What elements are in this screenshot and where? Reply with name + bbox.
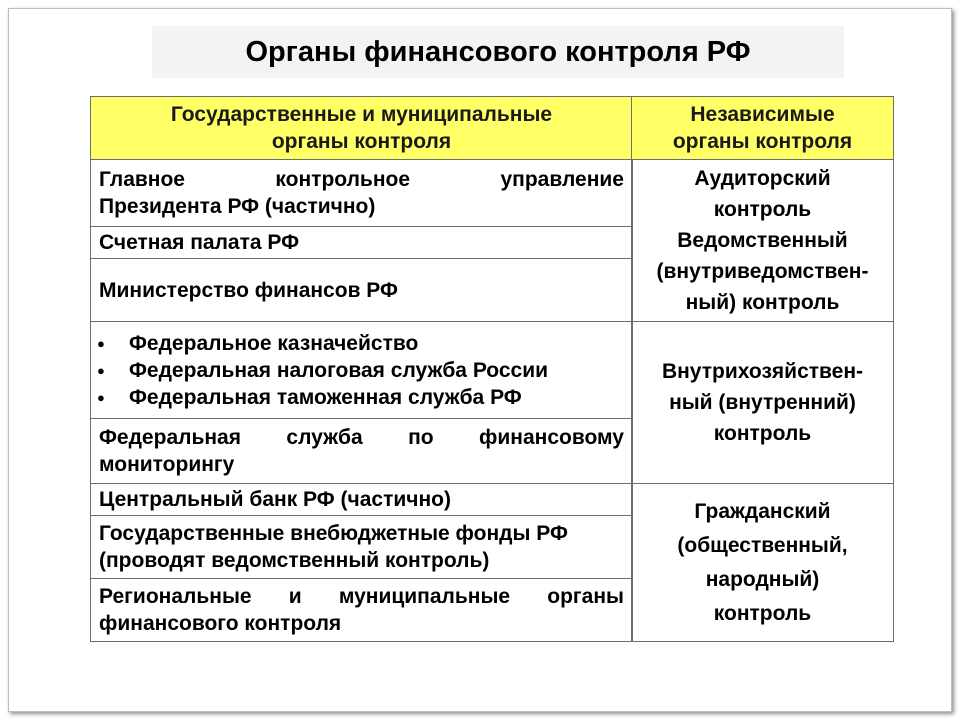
word: и [288,585,302,608]
row-regional-municipal [90,578,633,642]
line: ный (внутренний) [669,391,856,414]
line: (внутриведомствен- [656,260,869,283]
header-line: Государственные и муниципальные [170,103,553,126]
word: финансовому [479,426,624,449]
justified-line [99,166,624,193]
word: органы [547,585,624,608]
header-line: органы контроля [271,130,452,153]
word: служба [286,426,363,449]
line: (общественный, [677,533,848,557]
line: (проводят ведомственный контроль) [99,549,490,572]
line: контроль [713,198,812,221]
word: управление [500,168,624,191]
header-line: Независимые [690,103,835,126]
word: Федеральная [99,426,241,449]
list-item: ● Федеральная таможенная служба РФ [95,384,624,411]
header-state-municipal [90,96,633,160]
word: Региональные [99,585,252,608]
word: по [408,426,434,449]
line: контроль [713,601,812,625]
list-item: ● Федеральная налоговая служба России [95,357,624,384]
row-extrabudgetary-funds [90,515,633,579]
row-ministry-finance [90,258,633,322]
list-item: ● Федеральное казначейство [95,330,624,357]
word: муниципальные [338,585,511,608]
justified-line [99,424,624,451]
row-financial-monitoring [90,418,633,484]
line: Государственные внебюджетные фонды РФ [99,522,568,545]
line: Гражданский [694,499,831,523]
header-independent [631,96,894,160]
page-title: Органы финансового контроля РФ [245,36,751,68]
row-accounts-chamber [90,226,633,259]
word: Главное [99,168,185,191]
line: Президента РФ (частично) [99,195,376,218]
line: Счетная палата РФ [99,231,300,254]
line: контроль [713,422,812,445]
line: Внутрихозяйствен- [661,360,864,383]
row-federal-services [90,321,633,419]
word: контрольное [275,168,411,191]
cell-internal-control [631,321,894,484]
line: Центральный банк РФ (частично) [99,488,451,511]
line: Ведомственный [677,229,848,252]
header-line: органы контроля [672,130,853,153]
cell-civil-control [631,483,894,642]
line: народный) [705,567,820,591]
justified-line [99,583,624,610]
line: финансового контроля [99,612,342,635]
bullet-list [95,330,624,411]
row-central-bank [90,483,633,516]
row-main-control-directorate [90,159,633,227]
line: мониторингу [99,453,235,476]
line: Министерство финансов РФ [99,278,398,302]
line: Аудиторский [694,167,831,190]
line: ный) контроль [685,291,840,314]
cell-audit-departmental [631,159,894,322]
